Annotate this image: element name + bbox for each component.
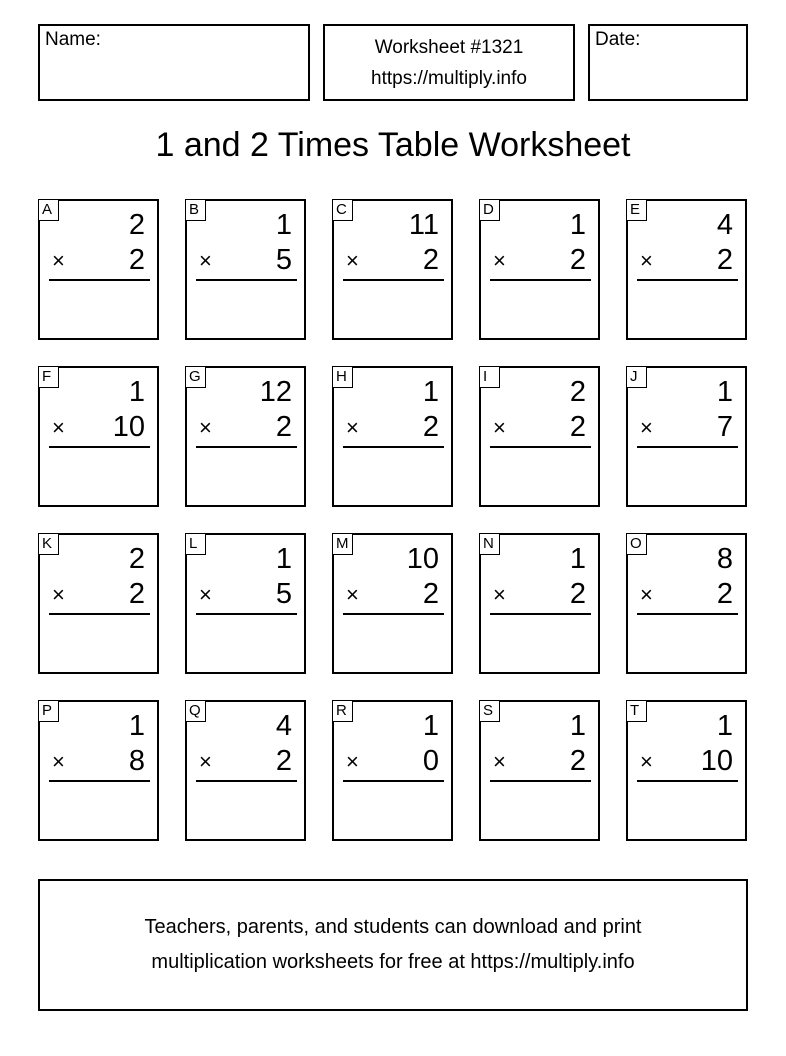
multiplicand: 1 (422, 376, 439, 408)
name-label: Name: (45, 29, 101, 50)
multiplier: 2 (716, 244, 733, 276)
problem-letter: E (626, 199, 647, 221)
problem-letter: O (626, 533, 647, 555)
worksheet-number: Worksheet #1321 (374, 36, 524, 58)
multiply-sign: × (199, 248, 212, 273)
answer-line (343, 780, 444, 782)
problem-letter: Q (185, 700, 206, 722)
footer-line-1: Teachers, parents, and students can download and print (144, 916, 642, 938)
problem-card (479, 199, 600, 340)
multiplicand: 1 (128, 376, 145, 408)
multiply-sign: × (640, 749, 653, 774)
answer-line (343, 446, 444, 448)
multiplier: 0 (422, 745, 439, 777)
multiply-sign: × (640, 248, 653, 273)
multiplicand: 8 (716, 543, 733, 575)
page-title: 1 and 2 Times Table Worksheet (155, 126, 631, 164)
problem-letter: P (38, 700, 59, 722)
multiplicand: 1 (569, 209, 586, 241)
multiply-sign: × (52, 248, 65, 273)
multiplicand: 2 (128, 543, 145, 575)
answer-line (49, 613, 150, 615)
answer-line (196, 279, 297, 281)
problem-letter: S (479, 700, 500, 722)
multiply-sign: × (493, 248, 506, 273)
answer-line (343, 613, 444, 615)
answer-line (49, 446, 150, 448)
name-box (38, 24, 310, 101)
problem-card (479, 533, 600, 674)
multiplier: 2 (422, 578, 439, 610)
multiplier: 2 (569, 745, 586, 777)
multiply-sign: × (493, 582, 506, 607)
problem-letter: K (38, 533, 59, 555)
problem-card (38, 533, 159, 674)
multiplier: 2 (128, 244, 145, 276)
answer-line (637, 279, 738, 281)
multiplier: 2 (569, 578, 586, 610)
multiply-sign: × (346, 248, 359, 273)
answer-line (637, 446, 738, 448)
problem-letter: G (185, 366, 206, 388)
answer-line (490, 613, 591, 615)
problem-card (332, 700, 453, 841)
problem-letter: J (626, 366, 647, 388)
problem-card (479, 366, 600, 507)
multiplier: 2 (275, 745, 292, 777)
problem-letter: B (185, 199, 206, 221)
answer-line (196, 613, 297, 615)
worksheet-url: https://multiply.info (371, 67, 527, 89)
multiply-sign: × (493, 415, 506, 440)
problem-card (626, 700, 747, 841)
multiplier: 2 (569, 411, 586, 443)
multiplicand: 1 (569, 710, 586, 742)
multiplicand: 4 (716, 209, 733, 241)
problem-card (185, 366, 306, 507)
multiplicand: 4 (275, 710, 292, 742)
problem-card (185, 533, 306, 674)
multiplier: 2 (569, 244, 586, 276)
answer-line (490, 780, 591, 782)
multiply-sign: × (52, 582, 65, 607)
multiplier: 5 (275, 244, 292, 276)
multiplicand: 1 (569, 543, 586, 575)
multiplier: 7 (716, 411, 733, 443)
problem-card (185, 700, 306, 841)
multiplicand: 1 (128, 710, 145, 742)
multiply-sign: × (52, 749, 65, 774)
problem-card (38, 700, 159, 841)
answer-line (49, 279, 150, 281)
date-label: Date: (595, 29, 641, 50)
multiply-sign: × (52, 415, 65, 440)
problem-letter: C (332, 199, 353, 221)
multiplier: 2 (716, 578, 733, 610)
worksheet-info-box (323, 24, 575, 101)
problem-letter: A (38, 199, 59, 221)
multiplier: 10 (700, 745, 733, 777)
problem-card (185, 199, 306, 340)
multiplier: 10 (112, 411, 145, 443)
problem-card (626, 199, 747, 340)
answer-line (49, 780, 150, 782)
multiplicand: 1 (275, 543, 292, 575)
multiply-sign: × (493, 749, 506, 774)
multiplier: 2 (422, 411, 439, 443)
multiply-sign: × (640, 415, 653, 440)
multiplier: 2 (275, 411, 292, 443)
multiplier: 2 (128, 578, 145, 610)
problem-letter: N (479, 533, 500, 555)
multiplicand: 2 (569, 376, 586, 408)
multiply-sign: × (346, 749, 359, 774)
footer-line-2: multiplication worksheets for free at https://multiply.info (151, 951, 635, 973)
problem-letter: F (38, 366, 59, 388)
problem-card (38, 199, 159, 340)
problem-letter: R (332, 700, 353, 722)
problem-card (38, 366, 159, 507)
multiplier: 8 (128, 745, 145, 777)
multiplicand: 1 (275, 209, 292, 241)
multiplicand: 1 (716, 710, 733, 742)
multiply-sign: × (640, 582, 653, 607)
multiply-sign: × (346, 415, 359, 440)
multiply-sign: × (346, 582, 359, 607)
problem-letter: T (626, 700, 647, 722)
problem-letter: D (479, 199, 500, 221)
answer-line (490, 279, 591, 281)
answer-line (490, 446, 591, 448)
multiplicand: 11 (408, 209, 439, 241)
answer-line (196, 780, 297, 782)
multiplier: 2 (422, 244, 439, 276)
problem-letter: M (332, 533, 353, 555)
problem-card (332, 366, 453, 507)
answer-line (196, 446, 297, 448)
date-box (588, 24, 748, 101)
multiplicand: 1 (422, 710, 439, 742)
problem-letter: L (185, 533, 206, 555)
problem-letter: I (479, 366, 500, 388)
multiplier: 5 (275, 578, 292, 610)
problem-card (626, 366, 747, 507)
multiply-sign: × (199, 415, 212, 440)
problem-card (332, 533, 453, 674)
answer-line (637, 780, 738, 782)
answer-line (637, 613, 738, 615)
multiplicand: 12 (259, 376, 292, 408)
multiply-sign: × (199, 582, 212, 607)
problem-letter: H (332, 366, 353, 388)
multiplicand: 2 (128, 209, 145, 241)
problem-card (332, 199, 453, 340)
footer-box (38, 879, 748, 1011)
answer-line (343, 279, 444, 281)
multiplicand: 10 (406, 543, 439, 575)
problem-card (479, 700, 600, 841)
problem-card (626, 533, 747, 674)
multiply-sign: × (199, 749, 212, 774)
multiplicand: 1 (716, 376, 733, 408)
